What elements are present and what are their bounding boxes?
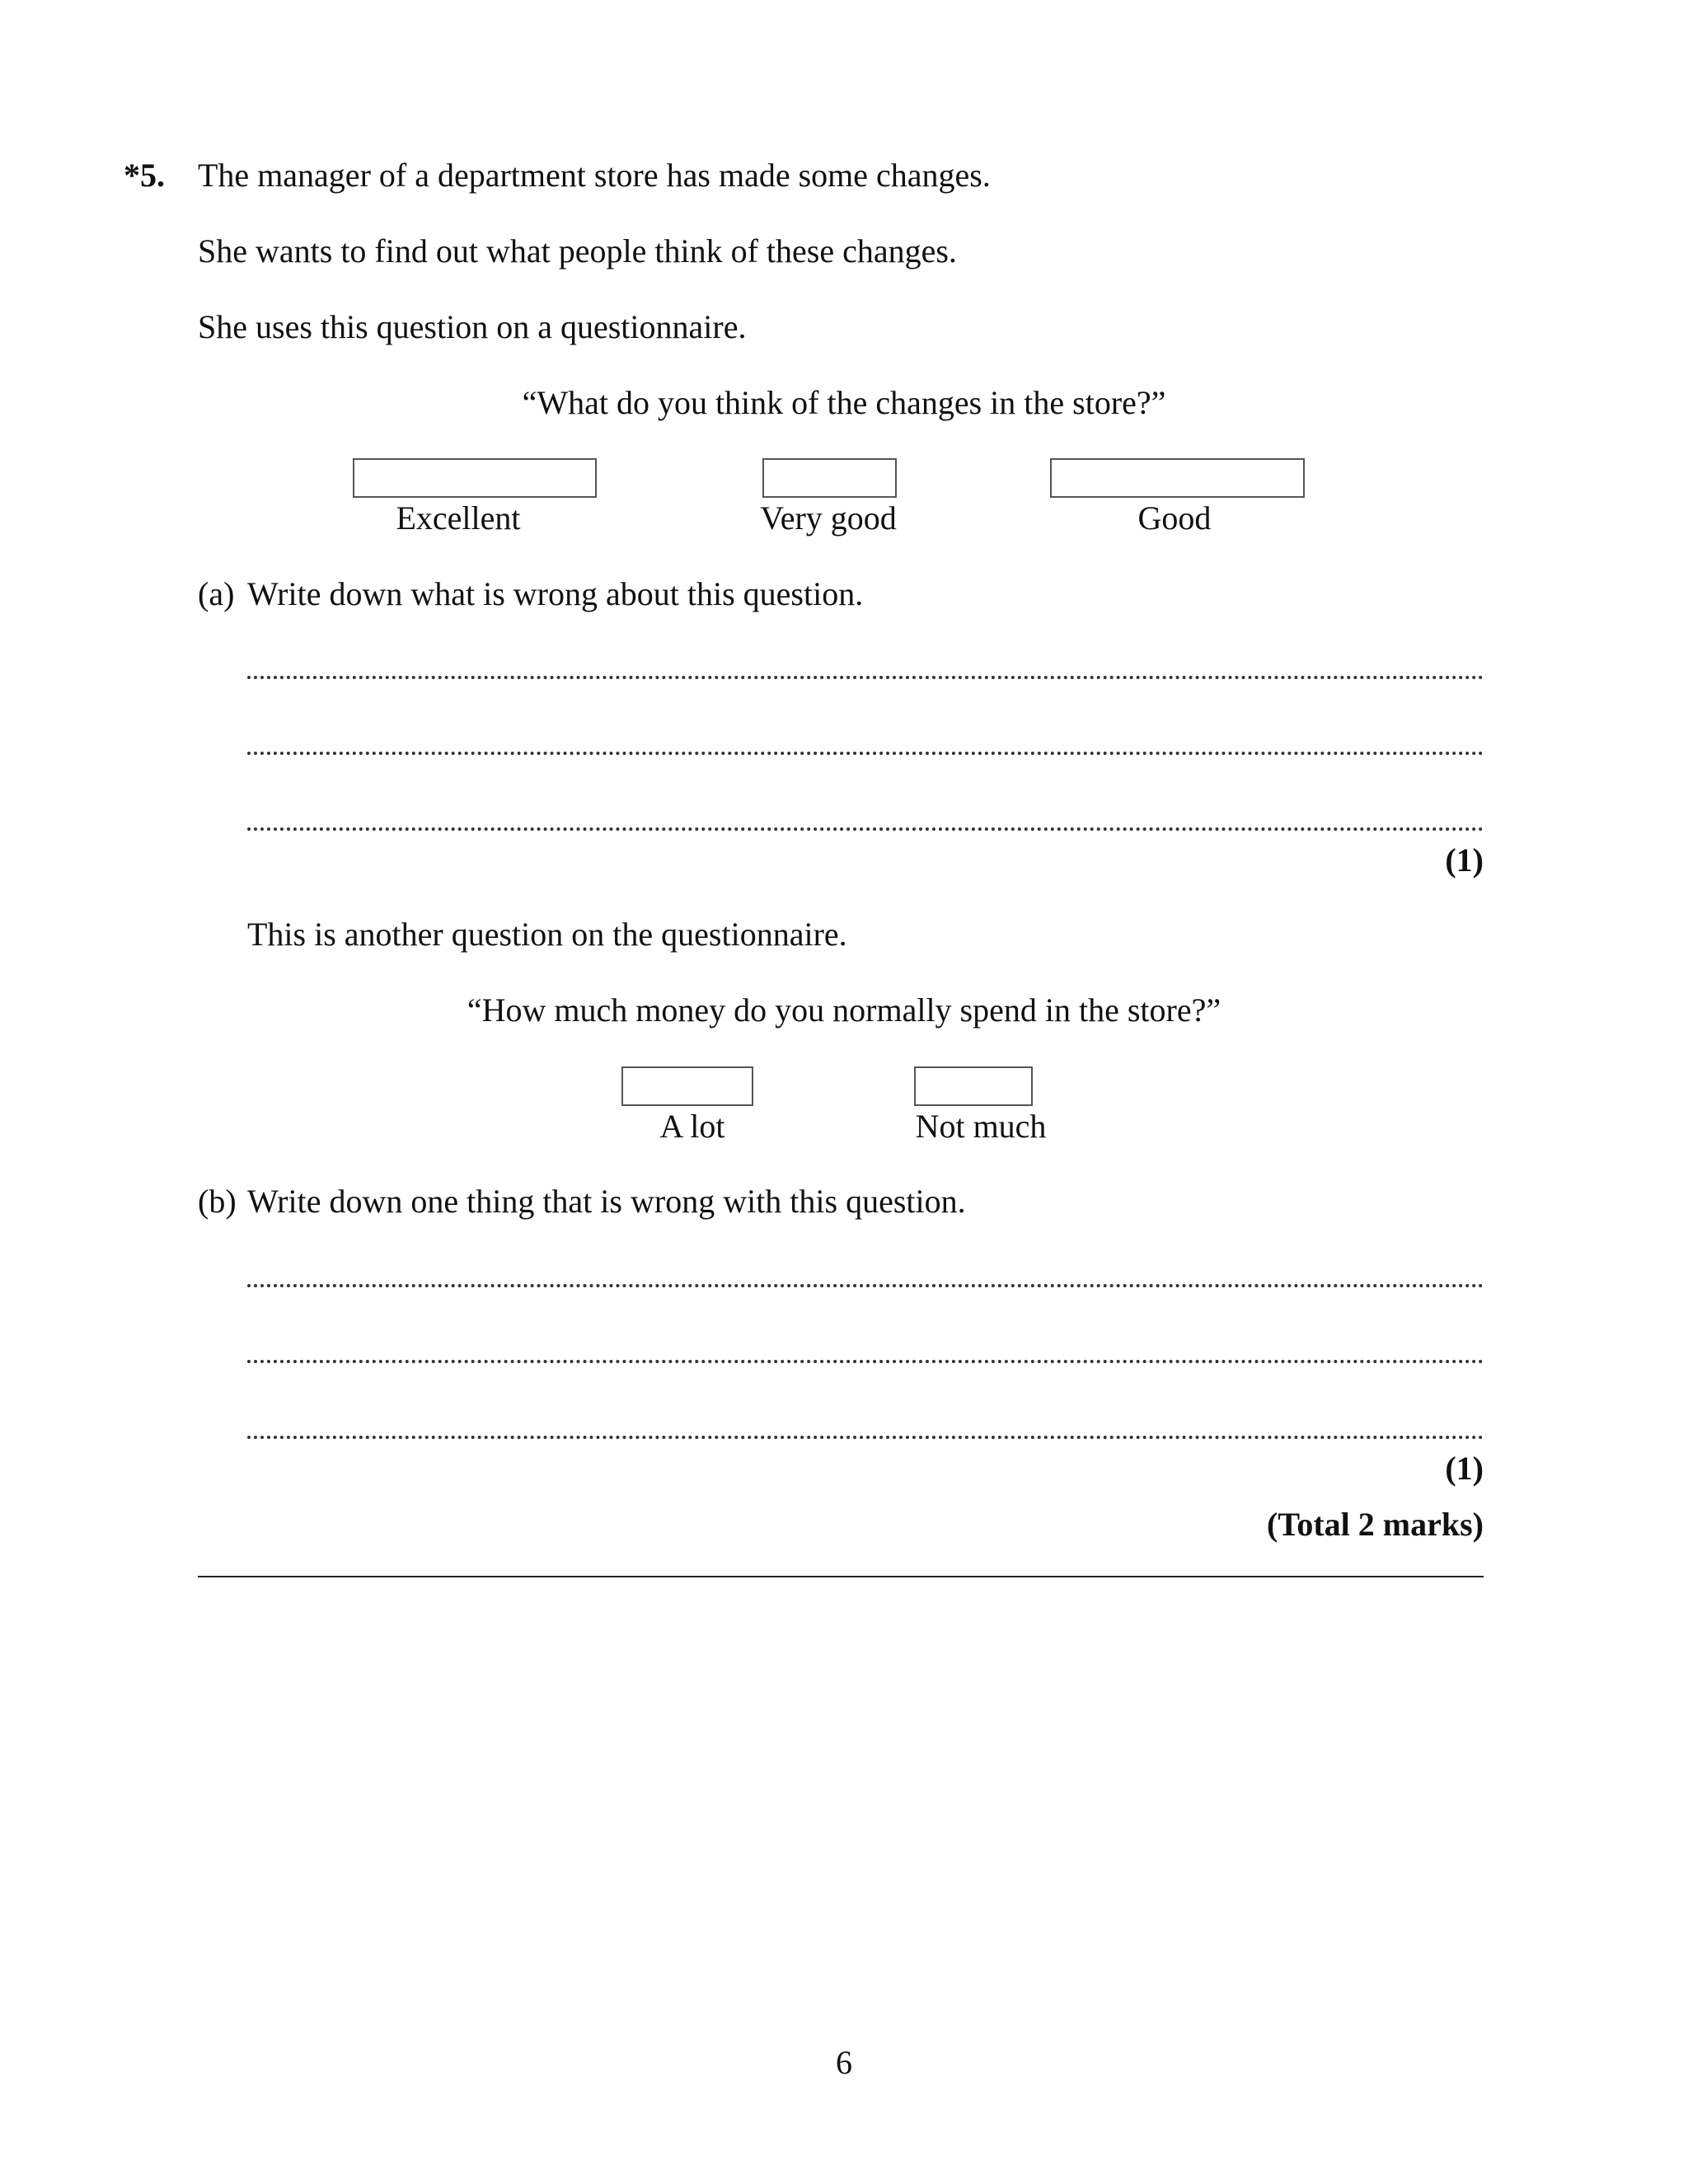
answer-line-a3[interactable] — [247, 827, 1484, 831]
section-divider — [198, 1576, 1484, 1577]
checkbox-very-good[interactable] — [762, 458, 897, 498]
page-number: 6 — [836, 2044, 852, 2081]
intro-line-3: She uses this question on a questionnaire. — [198, 308, 747, 345]
answer-line-a1[interactable] — [247, 676, 1484, 679]
part-b-prompt: Write down one thing that is wrong with this question. — [247, 1183, 966, 1220]
option-label-not-much: Not much — [915, 1108, 1047, 1145]
total-marks: (Total 2 marks) — [1267, 1506, 1484, 1543]
checkbox-good[interactable] — [1050, 458, 1305, 498]
question-number: *5. — [124, 157, 165, 194]
option-label-excellent: Excellent — [396, 499, 521, 537]
answer-line-b1[interactable] — [247, 1284, 1484, 1287]
option-label-a-lot: A lot — [659, 1108, 725, 1145]
part-a-marks: (1) — [1445, 841, 1484, 879]
checkbox-excellent[interactable] — [353, 458, 597, 498]
checkbox-a-lot[interactable] — [621, 1066, 753, 1106]
part-a-prompt: Write down what is wrong about this question. — [247, 575, 864, 612]
part-b-label: (b) — [198, 1183, 237, 1220]
option-label-very-good: Very good — [760, 499, 897, 537]
intro-line-2: She wants to find out what people think of these changes. — [198, 232, 957, 269]
option-label-good: Good — [1137, 499, 1212, 537]
answer-line-a2[interactable] — [247, 752, 1484, 755]
part-a-label: (a) — [198, 575, 235, 612]
checkbox-not-much[interactable] — [914, 1066, 1033, 1106]
answer-line-b2[interactable] — [247, 1360, 1484, 1363]
survey-question-2: “How much money do you normally spend in the store?” — [467, 991, 1221, 1029]
answer-line-b3[interactable] — [247, 1436, 1484, 1439]
intro-line-1: The manager of a department store has made some changes. — [198, 157, 991, 194]
part-b-marks: (1) — [1445, 1450, 1484, 1487]
another-question-intro: This is another question on the questionnaire. — [247, 916, 847, 953]
survey-question-1: “What do you think of the changes in the store?” — [522, 384, 1166, 421]
